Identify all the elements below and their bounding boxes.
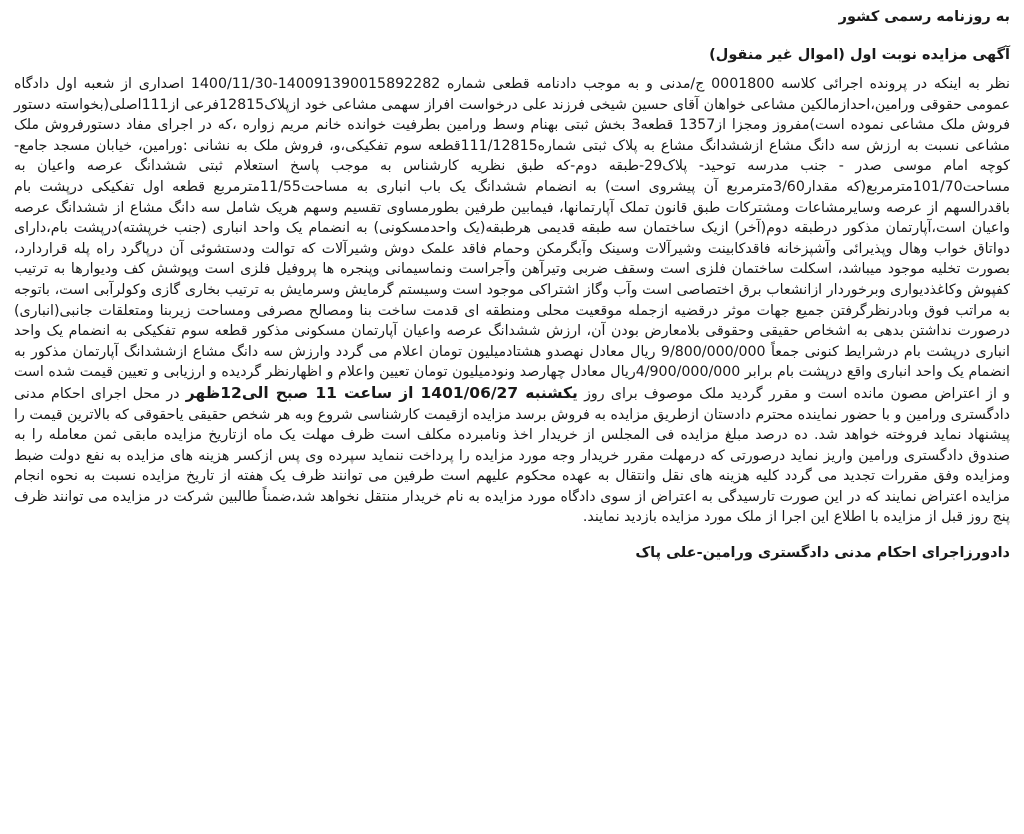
notice-title: آگهی مزایده نوبت اول (اموال غیر منقول) — [709, 47, 1010, 63]
notice-body-part2: در محل اجرای احکام مدنی دادگستری ورامین و با حضور نماینده محترم دادستان ازطریق مزایده به فروش برسد مزایده ازقیمت کارشناسی شروع وبه هر شخص حقیقی یاحقوقی که بالاترین قیمت را پیشنهاد نماید فروخته خواهد شد. ده درصد مبلغ مزایده فی المجلس از خریدار اخذ ونامبرده مکلف است ظرف مهلت یک ماه ازتاریخ مزایده مابقی ثمن معامله را به صندوق دادگستری ورامین واریز نماید درصورتی که درمهلت مقرر خریدار وجه مورد مزایده را پرداخت ننماید سپرده وی پس ازکسر هزینه های مزایده به نفع دولت ضبط ومزایده وفق مقررات تجدید می گردد کلیه هزینه های نقل وانتقال به عهده محکوم علیهم است طرفین می توانند ظرف یک هفته از تاریخ مزایده نسبت به نحوه انجام مزایده اعتراض نمایند که در این صورت تارسیدگی به اعتراض از سوی دادگاه مورد مزایده به نام خریدار منتقل نخواهد شد،ضمناً طالبین شرکت در مزایده می توانند ظرف پنج روز قبل از مزایده با اطلاع این اجرا از ملک مورد مزایده بازدید نمایند. — [14, 385, 1010, 526]
publication-line: به روزنامه رسمی کشور — [838, 9, 1010, 25]
auction-notice — [14, 6, 1010, 579]
notice-body — [14, 74, 1010, 528]
signature-line: دادورزاجرای احکام مدنی دادگستری ورامین-علی پاک — [635, 545, 1010, 562]
auction-date: یکشنبه 1401/06/27 از ساعت 11 صبح الی12ظهر — [185, 383, 578, 402]
notice-body-part1: نظر به اینکه در پرونده اجرائی کلاسه 0001800 ج/مدنی و به موجب دادنامه قطعی شماره 140091390015892282-1400/11/30 اصداری از شعبه اول دادگاه عمومی حقوقی ورامین،احدازمالکین مشاعی خواهان آقای حسین شیخی فرزند علی درخواست افراز سهمی مشاعی خود ازپلاک12815فرعی از111اصلی(بخواسته دستور فروش ملک مشاعی نموده است)مفروز ومجزا از1357 قطعه3 بخش ثبتی بهنام وسط ورامین بطرفیت خوانده خانم مریم زواره ،که در اجرای مفاد دستورفروش ملک مشاعی نسبت به ارزش سه دانگ مشاع ازششدانگ مشاع به پلاک ثبتی شماره111/12815قطعه سوم تفکیکی،و، فروش ملک به نشانی :ورامین، خیابان مسجد جامع-کوچه امام موسی صدر - جنب مدرسه توحید- پلاک29-طبقه دوم-که طبق نظریه کارشناس به موجب پاسخ استعلام ثبتی ششدانگ عرصه واعیان به مساحت101/70مترمربع(که مقدار3/60مترمربع آن پیشروی است) به انضمام ششدانگ یک باب انباری به مساحت11/55مترمربع قطعه اول تفکیکی درپشت بام باقدرالسهم از عرصه وسایرمشاعات ومشترکات طبق قانون تملک آپارتمانها، فیمابین طرفین بطورمساوی تقسیم وسهم هریک شامل سه دانگ مشاع از ششدانگ عرصه واعیان است،آپارتمان مذکور درطبقه دوم(آخر) ازیک ساختمان سه طبقه قدیمی هرطبقه(یک واحدمسکونی) به انضمام یک واحد انباری (جنب خرپشته)درپشت بام،دارای دواتاق خواب وهال وپذیرائی وآشپزخانه فاقدکابینت وشیرآلات وسینک وآبگرمکن وحمام فاقد علمک دوش وشیرآلات که توالت ودستشوئی آن درپاگرد راه پله قراردارد، بصورت تخلیه موجود میباشد، اسکلت ساختمان فلزی است وسقف ضربی وتیرآهن وآجراست ونماسیمانی وپنجره ها پروفیل فلزی است وپوشش کف ودیوارها به ترتیب کفپوش وکاغذدیواری وبرخوردار ازانشعاب برق اختصاصی است وآب وگاز اشتراکی موجود است وسیستم گرمایش وسرمایش به ترتیب بخاری گازی وکولرآبی است، باتوجه به مراتب فوق وبادرنظرگرفتن جمیع جهات موثر درقضیه ازجمله موقعیت محلی ومنطقه ای قدمت ساخت بنا ومصالح مصرفی ومساحت زیربنا ومتعلقات جانبی(انباری) درصورت نداشتن بدهی به اشخاص حقیقی وحقوقی بلامعارض بودن آن، ارزش ششدانگ عرصه واعیان آپارتمان مسکونی مذکور قطعه سوم تفکیکی به انضمام یک واحد انباری درپشت بام درشرایط کنونی جمعاً 9/800/000/000 ریال معادل نهصدو هشتادمیلیون تومان اعلام می گردد وارزش سه دانگ مشاع ازششدانگ آپارتمان مذکور به انضمام یک واحد انباری واقع درپشت بام برابر 4/900/000/000ریال معادل چهارصد ونودمیلیون تومان تعیین واعلام و اظهارنظر گردیده و ارزیابی و تعیین قیمت شده است و از اعتراض مصون مانده است و مقرر گردید ملک موصوف برای روز — [14, 76, 1011, 402]
